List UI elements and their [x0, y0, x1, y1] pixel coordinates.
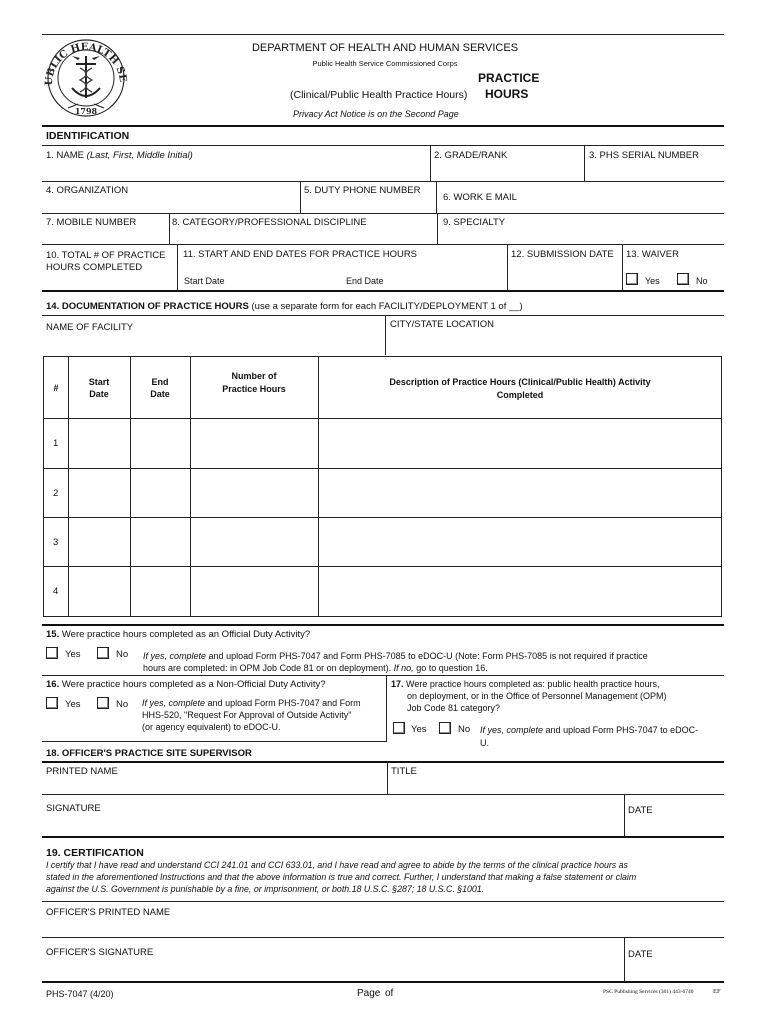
- location-label: CITY/STATE LOCATION: [390, 319, 494, 330]
- q15-yes-checkbox[interactable]: [46, 647, 58, 659]
- officer-signature-label: OFFICER'S SIGNATURE: [46, 947, 154, 958]
- supervisor-printed-name-field[interactable]: [43, 777, 386, 792]
- documentation-heading: 14. DOCUMENTATION OF PRACTICE HOURS (use a separate form for each FACILITY/DEPLOYMENT 1 of __): [46, 301, 523, 312]
- serial-number-field[interactable]: [585, 160, 723, 178]
- officer-date-field[interactable]: [625, 960, 723, 978]
- certification-text: I certify that I have read and understand CCI 241.01 and CCI 633.01, and I have read and agree to abide by the terms of the clinical practice hours as stated in the aforementioned Instructions and that the above information is true and correct. Further, I understand that making a false statement or claim against the U.S. Government is punishable by a fine, or imprisonment, or both.18 U.S.C. §287; 18 U.S.C. §1001.: [46, 860, 637, 894]
- practice-dates-label: 11. START AND END DATES FOR PRACTICE HOURS: [183, 249, 418, 260]
- row4-hours-field[interactable]: [191, 567, 318, 616]
- form-id: PHS-7047 (4/20): [46, 989, 114, 999]
- work-email-label: 6. WORK E MAIL: [443, 192, 517, 203]
- q16-no-checkbox[interactable]: [97, 697, 109, 709]
- row4-description-field[interactable]: [319, 567, 721, 616]
- row2-start-date-field[interactable]: [69, 469, 130, 517]
- q15-question: 15. Were practice hours completed as an Official Duty Activity?: [46, 629, 311, 640]
- identification-heading: IDENTIFICATION: [46, 130, 130, 142]
- facility-label: NAME OF FACILITY: [46, 322, 134, 333]
- mobile-number-field[interactable]: [43, 228, 168, 243]
- q17-yes-checkbox[interactable]: [393, 722, 405, 734]
- col-header-end-date: End Date: [150, 377, 170, 399]
- row1-description-field[interactable]: [319, 419, 721, 468]
- q17-yes-label: Yes: [411, 724, 427, 735]
- row2-description-field[interactable]: [319, 469, 721, 517]
- privacy-notice: Privacy Act Notice is on the Second Page: [293, 109, 459, 119]
- ef-mark: EF: [713, 988, 721, 995]
- start-date-field[interactable]: [232, 272, 340, 287]
- of-label: of: [385, 988, 394, 999]
- start-date-label: Start Date: [184, 276, 225, 286]
- waiver-yes-label: Yes: [645, 276, 660, 286]
- row4-end-date-field[interactable]: [131, 567, 190, 616]
- officer-date-label: DATE: [628, 949, 653, 960]
- waiver-no-checkbox[interactable]: [677, 273, 689, 285]
- col-header-hours: Number of Practice Hours: [222, 371, 286, 394]
- q16-instructions: If yes, complete and upload Form PHS-7047 and Form HHS-520, "Request For Approval of Outside Activity" (or agency equivalent) to eDOC-U.: [142, 698, 361, 732]
- total-hours-label: 10. TOTAL # OF PRACTICE HOURS COMPLETED: [46, 250, 166, 273]
- specialty-label: 9. SPECIALTY: [443, 217, 506, 228]
- row1-end-date-field[interactable]: [131, 419, 190, 468]
- certification-heading: 19. CERTIFICATION: [46, 847, 144, 859]
- row-number: 2: [53, 488, 59, 499]
- row-number: 4: [53, 586, 59, 597]
- q16-question: 16. Were practice hours completed as a Non-Official Duty Activity?: [46, 679, 326, 690]
- grade-rank-field[interactable]: [431, 160, 583, 178]
- row4-start-date-field[interactable]: [69, 567, 130, 616]
- organization-field[interactable]: [43, 196, 299, 211]
- category-field[interactable]: [170, 228, 436, 243]
- officer-signature-field[interactable]: [43, 958, 622, 978]
- supervisor-signature-field[interactable]: [43, 815, 622, 833]
- waiver-yes-checkbox[interactable]: [626, 273, 638, 285]
- q16-yes-label: Yes: [65, 699, 81, 710]
- q16-no-label: No: [116, 699, 129, 710]
- supervisor-title-label: TITLE: [391, 766, 417, 777]
- seal-text: UBLIC HEALTH SE: [43, 41, 129, 86]
- row3-description-field[interactable]: [319, 518, 721, 566]
- row-number: 1: [53, 438, 59, 449]
- facility-field[interactable]: [43, 334, 383, 352]
- officer-printed-name-label: OFFICER'S PRINTED NAME: [46, 907, 171, 918]
- name-label: 1. NAME (Last, First, Middle Initial): [46, 150, 193, 161]
- publisher: PSC Publishing Services (301) 443-6740: [603, 989, 694, 995]
- organization-label: 4. ORGANIZATION: [46, 185, 129, 196]
- duty-phone-field[interactable]: [301, 196, 435, 211]
- page-total-field[interactable]: [400, 986, 420, 999]
- waiver-label: 13. WAIVER: [626, 249, 679, 260]
- row3-hours-field[interactable]: [191, 518, 318, 566]
- form-title-line1: PRACTICE: [478, 71, 540, 85]
- phs-seal: [42, 38, 130, 118]
- serial-number-label: 3. PHS SERIAL NUMBER: [589, 150, 699, 161]
- col-header-description: Description of Practice Hours (Clinical/Public Health) Activity Completed: [389, 377, 651, 400]
- q15-no-label: No: [116, 649, 129, 660]
- name-field[interactable]: [43, 160, 429, 178]
- submission-date-field[interactable]: [508, 262, 621, 288]
- form-subtitle: (Clinical/Public Health Practice Hours): [290, 89, 468, 101]
- specialty-field[interactable]: [438, 228, 723, 243]
- total-hours-field[interactable]: [43, 274, 176, 288]
- end-date-label: End Date: [346, 276, 384, 286]
- form-title-line2: HOURS: [485, 87, 529, 101]
- row2-hours-field[interactable]: [191, 469, 318, 517]
- q16-yes-checkbox[interactable]: [46, 697, 58, 709]
- department-title: DEPARTMENT OF HEALTH AND HUMAN SERVICES: [251, 42, 519, 54]
- col-header-number: #: [53, 383, 59, 393]
- q15-instructions: If yes, complete and upload Form PHS-7047 and Form PHS-7085 to eDOC-U (Note: Form PHS-7085 is not required if practice hours are completed: in OPM Job Code 81 or on deployment). If no, go to question 16.: [143, 651, 648, 673]
- supervisor-printed-name-label: PRINTED NAME: [46, 766, 118, 777]
- row3-end-date-field[interactable]: [131, 518, 190, 566]
- col-header-start-date: Start Date: [88, 377, 110, 399]
- supervisor-date-field[interactable]: [625, 817, 723, 834]
- supervisor-signature-label: SIGNATURE: [46, 803, 101, 814]
- row-number: 3: [53, 537, 59, 548]
- supervisor-heading: 18. OFFICER'S PRACTICE SITE SUPERVISOR: [46, 748, 252, 759]
- row1-hours-field[interactable]: [191, 419, 318, 468]
- row3-start-date-field[interactable]: [69, 518, 130, 566]
- officer-printed-name-field[interactable]: [43, 918, 722, 935]
- category-label: 8. CATEGORY/PROFESSIONAL DISCIPLINE: [172, 217, 367, 228]
- q17-no-label: No: [458, 724, 471, 735]
- q17-instructions-cont: U.: [480, 738, 489, 748]
- seal-year: 1798: [74, 106, 98, 116]
- corps-name: Public Health Service Commissioned Corps: [312, 59, 458, 68]
- grade-rank-label: 2. GRADE/RANK: [434, 150, 508, 161]
- supervisor-date-label: DATE: [628, 805, 653, 816]
- q17-question: 17. Were practice hours completed as: public health practice hours, on deployment, or in the Office of Personnel Management (OPM) Job Code 81 category?: [391, 679, 667, 713]
- waiver-no-label: No: [696, 276, 708, 286]
- q15-yes-label: Yes: [65, 649, 81, 660]
- q17-instructions: If yes, complete and upload Form PHS-7047 to eDOC-: [480, 725, 699, 735]
- supervisor-title-field[interactable]: [388, 777, 723, 792]
- row1-start-date-field[interactable]: [69, 419, 130, 468]
- mobile-number-label: 7. MOBILE NUMBER: [46, 217, 137, 228]
- location-field[interactable]: [386, 332, 723, 352]
- submission-date-label: 12. SUBMISSION DATE: [511, 249, 614, 260]
- q17-no-checkbox[interactable]: [439, 722, 451, 734]
- end-date-field[interactable]: [390, 272, 503, 287]
- row2-end-date-field[interactable]: [131, 469, 190, 517]
- duty-phone-label: 5. DUTY PHONE NUMBER: [304, 185, 421, 196]
- q15-no-checkbox[interactable]: [97, 647, 109, 659]
- page-label: Page: [357, 988, 381, 999]
- work-email-field[interactable]: [540, 186, 723, 211]
